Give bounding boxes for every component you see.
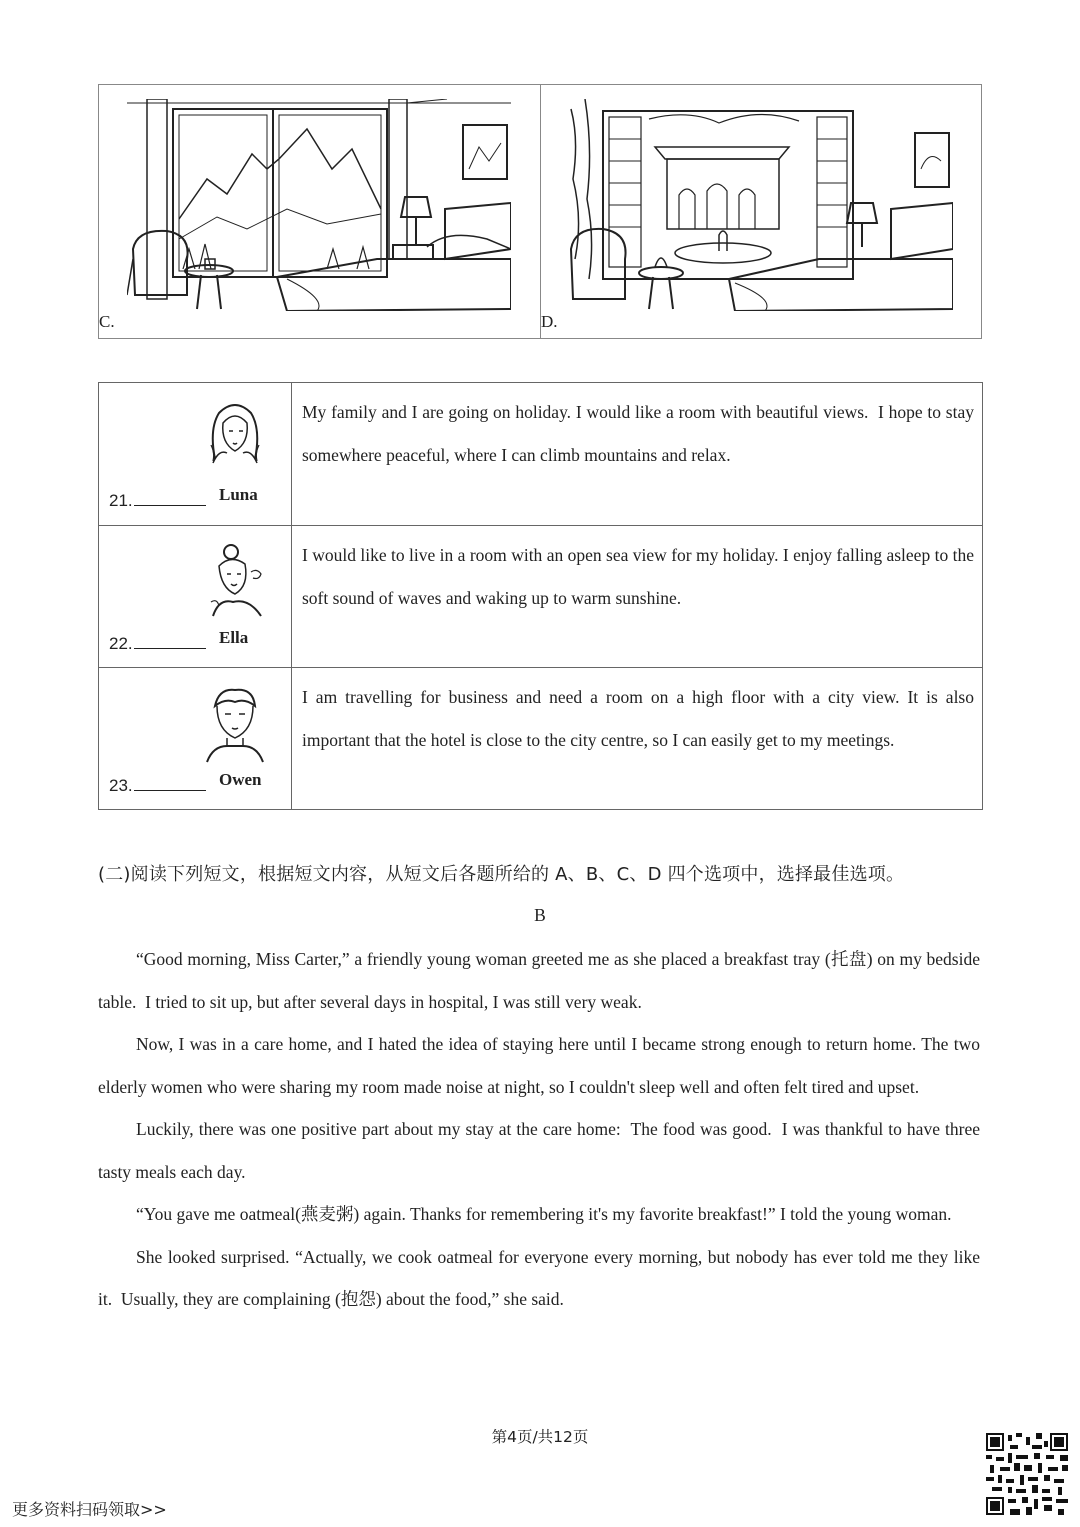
person-row [99, 383, 982, 525]
courtyard-room-illustration [569, 99, 953, 311]
luna-portrait-icon [205, 399, 265, 475]
answer-blank-22[interactable] [109, 634, 206, 654]
person-cell [99, 668, 292, 810]
option-c-letter: C. [99, 312, 115, 331]
section-heading: (二)阅读下列短文，根据短文内容，从短文后各题所给的 A、B、C、D 四个选项中，选择最佳选项。 [98, 864, 905, 885]
person-statement: I am travelling for business and need a room on a high floor with a city view. It is also important that the hotel is close to the city centre, so I can easily get to my meetings. [302, 687, 974, 750]
more-resources-link[interactable]: 更多资料扫码领取>> [12, 1500, 167, 1519]
owen-portrait-icon [205, 684, 265, 764]
question-number: 22. [109, 634, 133, 653]
person-name: Ella [219, 628, 249, 647]
passage-paragraph: She looked surprised. “Actually, we cook oatmeal for everyone every morning, but nobody has ever told me they like it. Usually, they are complaining (抱怨) about the food,” she said. [98, 1246, 980, 1309]
person-statement: My family and I are going on holiday. I would like a room with beautiful views. I hope to stay somewhere peaceful, where I can climb mountains and relax. [302, 402, 974, 465]
reading-passage [98, 938, 980, 1321]
passage-paragraph: “Good morning, Miss Carter,” a friendly young woman greeted me as she placed a breakfast tray (托盘) on my bedside table. I tried to sit up, but after several days in hospital, I was still very weak. [98, 949, 980, 1012]
blank-line [134, 790, 206, 791]
option-d-cell [541, 85, 981, 338]
person-cell [99, 526, 292, 668]
person-name: Owen [219, 770, 262, 789]
mountain-room-illustration [127, 99, 511, 311]
passage-paragraph: Now, I was in a care home, and I hated the idea of staying here until I became strong enough to return home. The two elderly women who were sharing my room made noise at night, so I couldn't sleep well and often felt tired and upset. [98, 1034, 980, 1097]
question-number: 21. [109, 491, 133, 510]
person-cell [99, 383, 292, 525]
option-c-cell [99, 85, 541, 338]
option-d-letter: D. [541, 312, 558, 331]
passage-paragraph: “You gave me oatmeal(燕麦粥) again. Thanks for remembering it's my favorite breakfast!” I told the young woman. [136, 1204, 952, 1224]
ella-portrait-icon [205, 542, 269, 622]
question-number: 23. [109, 776, 133, 795]
person-statement: I would like to live in a room with an open sea view for my holiday. I enjoy falling asleep to the soft sound of waves and waking up to warm sunshine. [302, 545, 974, 608]
picture-options-table [98, 84, 982, 339]
answer-blank-23[interactable] [109, 776, 206, 796]
blank-line [134, 505, 206, 506]
person-row [99, 667, 982, 810]
passage-paragraph: Luckily, there was one positive part about my stay at the care home: The food was good. I was thankful to have three tasty meals each day. [98, 1119, 980, 1182]
person-row [99, 525, 982, 668]
person-name: Luna [219, 485, 258, 504]
persons-table [98, 382, 983, 810]
blank-line [134, 648, 206, 649]
answer-blank-21[interactable] [109, 491, 206, 511]
qr-code-icon[interactable] [986, 1433, 1068, 1515]
page-number: 第4页/共12页 [491, 1428, 589, 1446]
passage-label: B [534, 905, 546, 925]
